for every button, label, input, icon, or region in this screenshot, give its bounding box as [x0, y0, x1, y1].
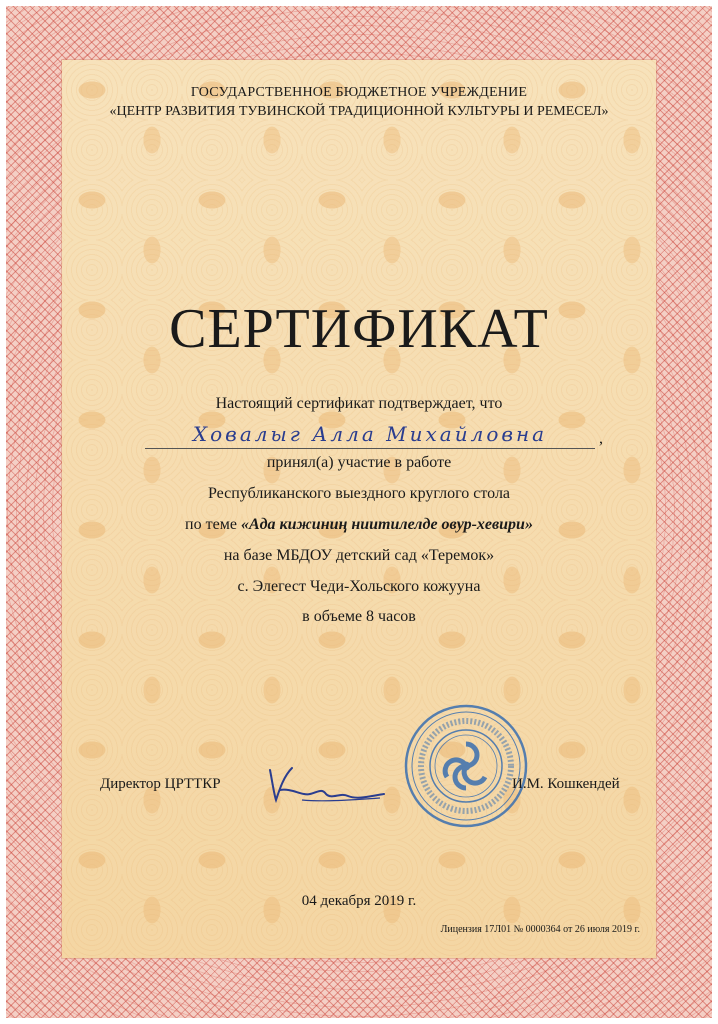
- license-info: Лицензия 17Л01 № 0000364 от 26 июля 2019 г.: [440, 924, 640, 935]
- confirmation-text: Настоящий сертификат подтверждает, что: [215, 395, 503, 412]
- participation-text: принял(а) участие в работе: [266, 454, 452, 471]
- topic-title: «Ада кижиниң ниитилелде овур-хевири»: [240, 516, 533, 533]
- organization-line-2: «ЦЕНТР РАЗВИТИЯ ТУВИНСКОЙ ТРАДИЦИОННОЙ КУЛЬТУРЫ И РЕМЕСЕЛ»: [109, 104, 609, 119]
- venue-text: на базе МБДОУ детский сад «Теремок»: [223, 547, 495, 564]
- event-text: Республиканского выездного круглого стола: [207, 485, 511, 502]
- organization-line-1: ГОСУДАРСТВЕННОЕ БЮДЖЕТНОЕ УЧРЕЖДЕНИЕ: [190, 85, 528, 100]
- recipient-name: Ховалыг Алла Михайловна: [192, 422, 548, 446]
- location-text: с. Элегест Чеди-Хольского кожууна: [237, 578, 481, 595]
- name-comma: ,: [599, 430, 603, 447]
- topic-prefix: по теме: [185, 516, 241, 533]
- director-name: И.М. Кошкендей: [512, 776, 620, 792]
- director-title: Директор ЦРТТКР: [100, 776, 221, 792]
- topic-line: [0, 516, 718, 534]
- certificate-background: [62, 60, 656, 958]
- certificate-title: СЕРТИФИКАТ: [169, 298, 549, 360]
- hours-text: в объеме 8 часов: [302, 608, 416, 625]
- signature-icon: [262, 760, 392, 810]
- issue-date: 04 декабря 2019 г.: [301, 893, 417, 909]
- official-seal-icon: [402, 702, 530, 830]
- recipient-name-field: [145, 420, 603, 449]
